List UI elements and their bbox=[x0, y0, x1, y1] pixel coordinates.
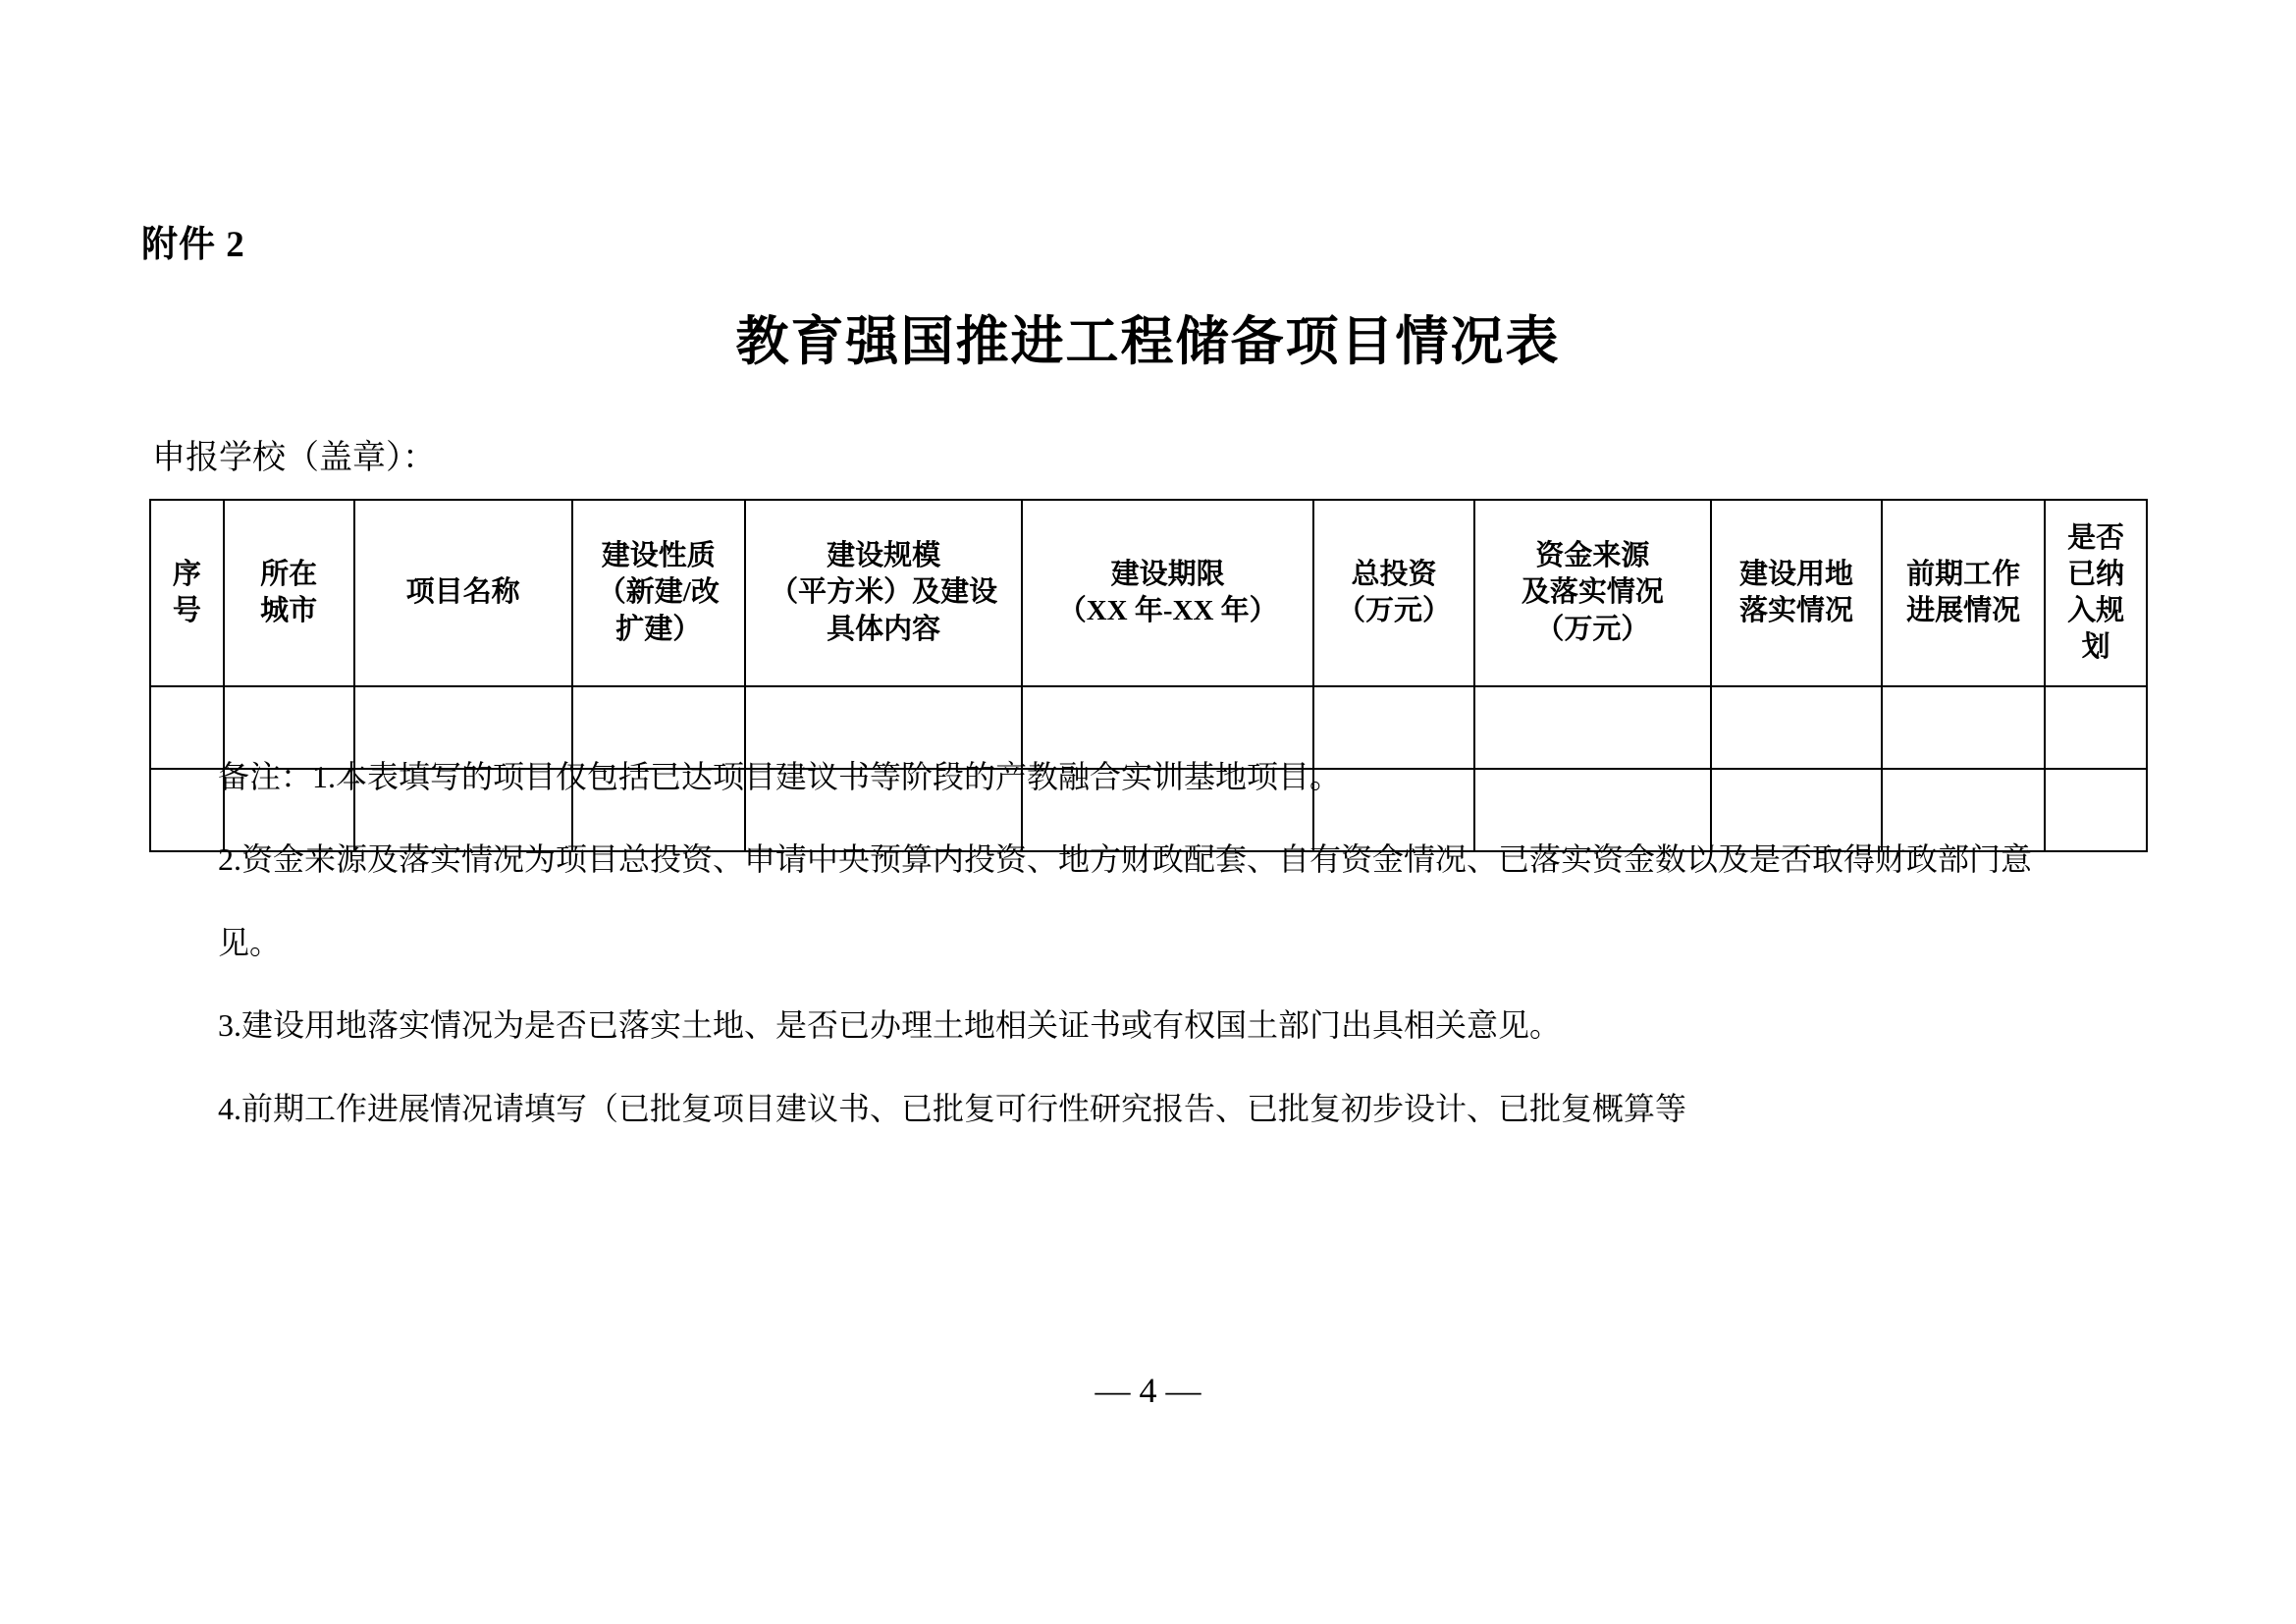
column-header-construction-period-line2: （XX 年-XX 年） bbox=[1057, 595, 1278, 626]
column-header-funding-source-line1: 资金来源 bbox=[1535, 540, 1650, 572]
column-header-in-plan bbox=[2045, 500, 2147, 686]
attachment-label: 附件 2 bbox=[141, 225, 245, 265]
column-header-land-status bbox=[1711, 500, 1882, 686]
column-header-land-status-line2: 落实情况 bbox=[1738, 595, 1853, 626]
column-header-total-investment bbox=[1313, 500, 1474, 686]
cell-seq[interactable] bbox=[150, 769, 224, 851]
column-header-in-plan-line2: 已纳 bbox=[2067, 558, 2125, 590]
column-header-in-plan-line4: 划 bbox=[2081, 631, 2110, 664]
column-header-construction-nature-line3: 扩建） bbox=[615, 613, 702, 645]
notes-section bbox=[218, 746, 2122, 1161]
column-header-construction-nature-line1: 建设性质 bbox=[601, 540, 716, 572]
column-header-total-investment-line1: 总投资 bbox=[1351, 558, 1437, 590]
cell-seq[interactable] bbox=[150, 686, 224, 769]
column-header-construction-scale bbox=[745, 500, 1022, 686]
column-header-city-line1: 所在 bbox=[260, 558, 318, 590]
applicant-school-label: 申报学校（盖章）： bbox=[152, 440, 436, 476]
column-header-total-investment-line2: （万元） bbox=[1337, 595, 1452, 626]
column-header-construction-nature-line2: （新建/改 bbox=[597, 576, 720, 609]
column-header-land-status-line1: 建设用地 bbox=[1738, 558, 1853, 590]
column-header-funding-source-line3: （万元） bbox=[1535, 613, 1650, 645]
column-header-construction-nature bbox=[572, 500, 745, 686]
column-header-preliminary-progress bbox=[1882, 500, 2045, 686]
column-header-project-name-line1: 项目名称 bbox=[405, 576, 520, 609]
note-item-1: 备注：1.本表填写的项目仅包括已达项目建议书等阶段的产教融合实训基地项目。 bbox=[218, 759, 1342, 794]
column-header-project-name bbox=[354, 500, 572, 686]
note-item-2-continued: 见。 bbox=[218, 924, 282, 960]
column-header-seq-line1: 序 bbox=[172, 558, 201, 590]
column-header-funding-source-line2: 及落实情况 bbox=[1521, 576, 1664, 609]
column-header-seq-line2: 号 bbox=[172, 595, 201, 626]
note-item-4: 4.前期工作进展情况请填写（已批复项目建议书、已批复可行性研究报告、已批复初步设计、已批复概算等 bbox=[218, 1090, 1687, 1126]
column-header-city-line2: 城市 bbox=[260, 595, 318, 626]
note-item-3: 3.建设用地落实情况为是否已落实土地、是否已办理土地相关证书或有权国土部门出具相关意见。 bbox=[218, 1007, 1562, 1044]
page-number: — 4 — bbox=[1095, 1371, 1201, 1410]
column-header-construction-scale-line2: （平方米）及建设 bbox=[770, 576, 998, 609]
column-header-in-plan-line1: 是否 bbox=[2067, 521, 2125, 554]
note-item-2: 2.资金来源及落实情况为项目总投资、申请中央预算内投资、地方财政配套、自有资金情况、已落实资金数以及是否取得财政部门意 bbox=[218, 841, 2033, 878]
column-header-construction-period-line1: 建设期限 bbox=[1110, 558, 1225, 590]
column-header-construction-scale-line1: 建设规模 bbox=[827, 540, 941, 572]
column-header-preliminary-progress-line1: 前期工作 bbox=[1906, 558, 2021, 590]
column-header-construction-scale-line3: 具体内容 bbox=[827, 613, 941, 645]
column-header-funding-source bbox=[1474, 500, 1711, 686]
column-header-construction-period bbox=[1022, 500, 1313, 686]
page-title: 教育强国推进工程储备项目情况表 bbox=[735, 312, 1561, 371]
column-header-preliminary-progress-line2: 进展情况 bbox=[1906, 595, 2021, 626]
table-header-row bbox=[150, 500, 2147, 686]
column-header-in-plan-line3: 入规 bbox=[2067, 595, 2125, 626]
column-header-city bbox=[224, 500, 354, 686]
table-header bbox=[150, 500, 2147, 686]
column-header-seq bbox=[150, 500, 224, 686]
